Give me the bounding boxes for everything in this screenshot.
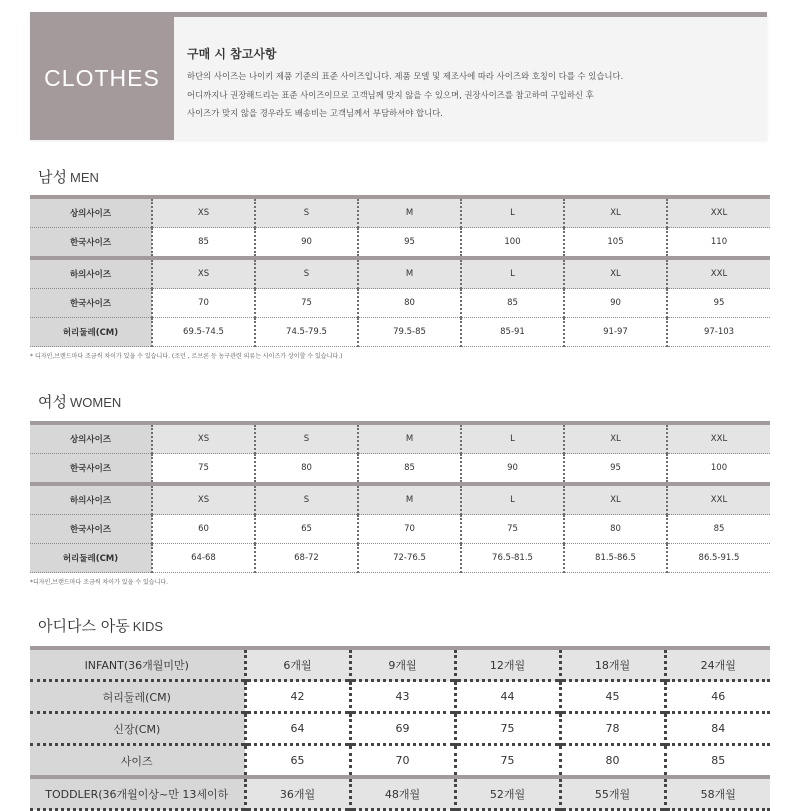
table-cell: L [461, 197, 564, 228]
table-cell: 80 [255, 454, 358, 485]
kids-title-en: KIDS [132, 619, 164, 634]
table-cell: S [255, 423, 358, 454]
women-footnote: *디자인,브랜드마다 조금씩 차이가 있을 수 있습니다. [30, 579, 169, 586]
row-header-cell: 허리둘레(CM) [30, 318, 152, 347]
table-cell: L [461, 423, 564, 454]
table-cell: 64 [245, 713, 350, 745]
table-cell: 90 [564, 289, 667, 318]
table-cell: 97-103 [703, 327, 735, 337]
table-cell: M [358, 484, 461, 515]
table-cell: 79.5-85 [358, 318, 461, 347]
table-cell: 70 [350, 745, 455, 778]
table-cell: 45 [560, 681, 665, 713]
table-cell: 74.5-79.5 [255, 318, 358, 347]
table-cell: XS [152, 484, 255, 515]
table-cell: 95 [358, 228, 461, 259]
table-row [30, 745, 770, 778]
table-cell: 75 [455, 745, 560, 778]
table-cell: XS [152, 258, 255, 289]
banner-title: 구매 시 참고사항 [187, 47, 277, 61]
banner-line: 어디까지나 권장해드리는 표준 사이즈이므로 고객님께 맞지 않을 수 있으며, 권장사이즈를 참고하여 구입하신 후 [187, 90, 594, 100]
table-cell: L [461, 258, 564, 289]
table-cell: XXL [667, 423, 770, 454]
table-row [30, 423, 770, 454]
table-cell: 91-97 [564, 318, 667, 347]
women-title-ko: 여성 [38, 393, 67, 411]
kids-title-ko: 아디다스 아동 [38, 617, 130, 635]
table-cell: XXL [667, 484, 770, 515]
table-cell: 36개월 [245, 777, 350, 810]
men-footnote: * 디자인,브랜드마다 조금씩 차이가 있을 수 있습니다. (조던 , 르브론 등 농구관련 의류는 사이즈가 상이할 수 있습니다.) [30, 353, 343, 360]
table-row [30, 515, 770, 544]
row-header-cell: INFANT(36개월미만) [30, 648, 245, 681]
table-cell: 95 [564, 454, 667, 485]
table-cell: 80 [564, 515, 667, 544]
row-header-cell: 한국사이즈 [30, 289, 152, 318]
table-cell: 12개월 [455, 648, 560, 681]
table-row [30, 228, 770, 259]
table-cell: 24개월 [665, 648, 770, 681]
table-cell: M [358, 423, 461, 454]
table-cell: 64-68 [152, 544, 255, 573]
table-cell: 105 [564, 228, 667, 259]
row-header-cell: 하의사이즈 [30, 258, 152, 289]
table-cell: 9개월 [350, 648, 455, 681]
table-cell: 90 [461, 454, 564, 485]
table-cell: L [461, 484, 564, 515]
table-cell: XL [564, 258, 667, 289]
table-row [30, 648, 770, 681]
table-cell: M [358, 258, 461, 289]
table-cell: 78 [560, 713, 665, 745]
table-cell: 55개월 [560, 777, 665, 810]
table-cell: M [358, 197, 461, 228]
row-header-cell: 하의사이즈 [30, 484, 152, 515]
table-cell: 42 [245, 681, 350, 713]
table-cell: 100 [710, 463, 728, 473]
table-row [30, 681, 770, 713]
row-header-cell: TODDLER(36개월이상~만 13세이하 [30, 777, 245, 810]
table-cell: XS [152, 197, 255, 228]
table-cell: 46 [711, 690, 726, 703]
row-header-cell: 한국사이즈 [30, 454, 152, 485]
table-cell: 76.5-81.5 [461, 544, 564, 573]
table-cell: XL [564, 423, 667, 454]
row-header-cell: 한국사이즈 [30, 228, 152, 259]
table-cell: 6개월 [245, 648, 350, 681]
banner-line: 사이즈가 맞지 않을 경우라도 배송비는 고객님께서 부담하셔야 합니다. [187, 108, 443, 118]
table-cell: 75 [152, 454, 255, 485]
table-cell: 80 [560, 745, 665, 778]
row-header-cell: 신장(CM) [30, 713, 245, 745]
table-cell: 44 [455, 681, 560, 713]
table-cell: 70 [358, 515, 461, 544]
banner-brand-label: CLOTHES [30, 17, 174, 140]
table-cell: 60 [152, 515, 255, 544]
table-cell: 85-91 [461, 318, 564, 347]
table-cell: 75 [255, 289, 358, 318]
women-section-title [38, 391, 121, 412]
table-row [30, 777, 770, 810]
table-cell: S [255, 197, 358, 228]
table-cell: 43 [350, 681, 455, 713]
table-cell: XL [564, 197, 667, 228]
table-cell: XS [152, 423, 255, 454]
table-cell: 90 [255, 228, 358, 259]
table-row [30, 484, 770, 515]
row-header-cell: 한국사이즈 [30, 515, 152, 544]
table-row [30, 544, 770, 573]
table-cell: 52개월 [455, 777, 560, 810]
men-title-ko: 남성 [38, 168, 67, 186]
table-cell: XXL [667, 258, 770, 289]
table-cell: 69 [350, 713, 455, 745]
kids-section-title [38, 615, 163, 636]
table-row [30, 289, 770, 318]
table-cell: 86.5-91.5 [698, 553, 740, 563]
table-row [30, 258, 770, 289]
row-header-cell: 허리둘레(CM) [30, 544, 152, 573]
table-row [30, 454, 770, 485]
table-cell: 85 [461, 289, 564, 318]
table-cell: 72-76.5 [358, 544, 461, 573]
table-cell: 58개월 [665, 777, 770, 810]
kids-size-table [30, 646, 770, 811]
men-title-en: MEN [69, 170, 99, 185]
table-cell: 85 [152, 228, 255, 259]
men-size-table [30, 195, 770, 347]
row-header-cell: 상의사이즈 [30, 197, 152, 228]
table-cell: 69.5-74.5 [152, 318, 255, 347]
table-cell: 65 [255, 515, 358, 544]
table-cell: S [255, 258, 358, 289]
table-row [30, 318, 770, 347]
table-cell: 68-72 [255, 544, 358, 573]
table-cell: 110 [710, 237, 728, 247]
row-header-cell: 허리둘레(CM) [30, 681, 245, 713]
table-cell: 100 [461, 228, 564, 259]
table-row [30, 713, 770, 745]
banner-line: 하단의 사이즈는 나이키 제품 기준의 표준 사이즈입니다. 제품 모델 및 제조사에 따라 사이즈와 호칭이 다를 수 있습니다. [187, 71, 624, 81]
table-cell: 95 [713, 298, 725, 308]
table-cell: 85 [358, 454, 461, 485]
table-cell: 84 [711, 722, 726, 735]
table-cell: XL [564, 484, 667, 515]
table-cell: 81.5-86.5 [564, 544, 667, 573]
table-cell: 80 [358, 289, 461, 318]
table-cell: 75 [461, 515, 564, 544]
table-row [30, 197, 770, 228]
table-cell: XXL [667, 197, 770, 228]
table-cell: 70 [152, 289, 255, 318]
table-cell: 75 [455, 713, 560, 745]
table-cell: 48개월 [350, 777, 455, 810]
women-size-table [30, 421, 770, 573]
notice-banner [30, 12, 767, 140]
table-cell: S [255, 484, 358, 515]
table-cell: 85 [713, 524, 725, 534]
table-cell: 65 [245, 745, 350, 778]
row-header-cell: 사이즈 [30, 745, 245, 778]
women-title-en: WOMEN [69, 395, 122, 410]
men-section-title [38, 166, 99, 187]
row-header-cell: 상의사이즈 [30, 423, 152, 454]
table-cell: 85 [711, 754, 726, 767]
table-cell: 18개월 [560, 648, 665, 681]
